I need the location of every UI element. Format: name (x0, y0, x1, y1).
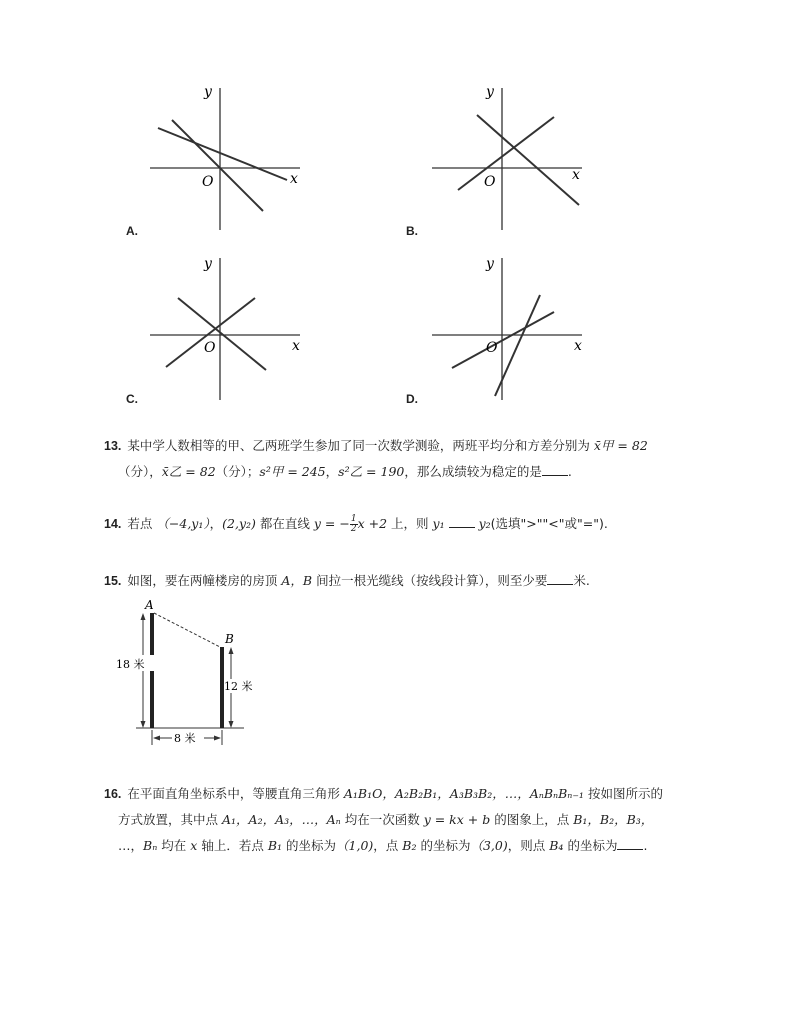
arrow-down (141, 721, 146, 728)
q14-y2: y₂ (478, 516, 491, 531)
q14-text: ， (209, 516, 223, 531)
q13-text: （分）； (215, 464, 260, 479)
question-13 (104, 433, 724, 485)
q13-line-1 (104, 433, 724, 459)
q14-text: 上，则 (391, 516, 429, 531)
q16-points-a: A₁，A₂，A₃，…，Aₙ (222, 812, 341, 827)
graph-a (140, 80, 310, 240)
option-b-label: B. (406, 224, 418, 238)
q13-text: （分）， (118, 464, 162, 479)
q13-line-2 (104, 459, 724, 485)
point-a-label: A (145, 598, 154, 612)
q14-point-1: （−4,y₁） (156, 516, 210, 531)
answer-blank[interactable] (547, 572, 573, 585)
q15-building-figure (112, 597, 272, 749)
question-number: 13. (104, 439, 122, 453)
question-number: 14. (104, 517, 122, 531)
q16-text: 的图象上，点 (494, 812, 570, 827)
q15-text: 米. (573, 573, 590, 588)
q16-line-2 (104, 807, 754, 833)
q13-mean-jia: x̄甲 = 82 (593, 438, 648, 453)
x-label: x (292, 338, 300, 354)
cable-line (154, 613, 220, 647)
q16-end: . (643, 838, 648, 853)
question-15 (104, 568, 744, 594)
q16-b1-coord: （1,0) (336, 838, 374, 853)
q13-var-yi: s²乙 = 190 (338, 464, 405, 479)
q16-text: 的坐标为 (567, 838, 618, 853)
arrow-up (141, 613, 146, 620)
q16-text: 在平面直角坐标系中，等腰直角三角形 (127, 786, 340, 801)
answer-blank[interactable] (449, 515, 475, 528)
q16-text: 的坐标为 (420, 838, 471, 853)
q13-text: ， (325, 464, 339, 479)
q16-function: y = kx + b (423, 812, 491, 827)
graph-b (422, 80, 592, 240)
answer-blank[interactable] (617, 837, 643, 850)
line-1 (178, 298, 266, 370)
q16-line-3 (104, 833, 754, 859)
q16-b2: B₂ (402, 838, 417, 853)
left-height-label: 18 米 (116, 658, 145, 671)
q14-point-2: (2,y₂) (222, 516, 256, 531)
q14-fraction (350, 515, 358, 534)
q16-text: …， (118, 838, 144, 853)
q14-equation-right: x +2 (357, 516, 388, 531)
question-number: 15. (104, 574, 122, 588)
q14-hint: (选填">""<"或"="). (490, 516, 608, 531)
line-1 (477, 115, 579, 205)
q13-end: . (567, 464, 572, 479)
option-c-label: C. (126, 392, 138, 406)
x-label: x (290, 171, 298, 187)
y-label: y (204, 84, 212, 100)
origin-label: O (484, 174, 496, 190)
q16-text: 轴上．若点 (201, 838, 264, 853)
arrow-left (153, 736, 160, 741)
graph-d (422, 250, 592, 410)
line-2 (158, 128, 287, 180)
q13-text: ，那么成绩较为稳定的是 (404, 464, 542, 479)
answer-blank[interactable] (542, 463, 568, 476)
arrow-right (214, 736, 221, 741)
option-a-label: A. (126, 224, 138, 238)
q16-points-b: B₁，B₂，B₃， (573, 812, 654, 827)
q16-line-1 (104, 781, 754, 807)
q14-text: 若点 (127, 516, 153, 531)
y-label: y (204, 256, 212, 272)
origin-label: O (486, 340, 498, 356)
q15-text: 如图，要在两幢楼房的房顶 (127, 573, 278, 588)
q16-b2-coord: （3,0) (470, 838, 508, 853)
arrow-down (229, 721, 234, 728)
question-14 (104, 511, 744, 537)
q15-text: 间拉一根光缆线（按线段计算），则至少要 (316, 573, 548, 588)
q16-triangles: A₁B₁O，A₂B₂B₁，A₃B₃B₂，…，AₙBₙBₙ₋₁ (343, 786, 584, 801)
q16-text: ，则点 (507, 838, 546, 853)
q16-text: 的坐标为 (286, 838, 337, 853)
q16-bn: Bₙ (143, 838, 158, 853)
origin-label: O (202, 174, 214, 190)
x-label: x (574, 338, 582, 354)
q16-text: 按如图所示的 (587, 786, 663, 801)
q13-mean-yi: x̄乙 = 82 (161, 464, 216, 479)
question-number: 16. (104, 787, 122, 801)
q16-x: x (190, 838, 198, 853)
q14-equation-left: y = − (313, 516, 350, 531)
x-label: x (572, 167, 580, 183)
q16-b4: B₄ (549, 838, 564, 853)
arrow-up (229, 647, 234, 654)
distance-label: 8 米 (174, 732, 196, 745)
line-1 (452, 312, 554, 368)
q16-b1: B₁ (267, 838, 283, 853)
graph-c (140, 250, 310, 410)
point-b-label: B (225, 632, 234, 646)
q13-var-jia: s²甲 = 245 (259, 464, 326, 479)
q13-text: 某中学人数相等的甲、乙两班学生参加了同一次数学测验，两班平均分和方差分别为 (127, 438, 590, 453)
y-label: y (486, 256, 494, 272)
q16-text: 方式放置，其中点 (118, 812, 219, 827)
q15-points: A，B (281, 573, 313, 588)
option-d-label: D. (406, 392, 418, 406)
q16-text: 均在 (161, 838, 187, 853)
fraction-denominator: 2 (350, 524, 357, 534)
line-2 (458, 117, 554, 190)
q16-text: ，点 (373, 838, 399, 853)
q14-y1: y₁ (432, 516, 445, 531)
line-2 (166, 298, 255, 367)
origin-label: O (204, 340, 216, 356)
right-height-label: 12 米 (224, 680, 253, 693)
q14-text: 都在直线 (259, 516, 310, 531)
q16-text: 均在一次函数 (344, 812, 420, 827)
question-16 (104, 781, 754, 859)
y-label: y (486, 84, 494, 100)
fraction-numerator: 1 (350, 514, 357, 524)
